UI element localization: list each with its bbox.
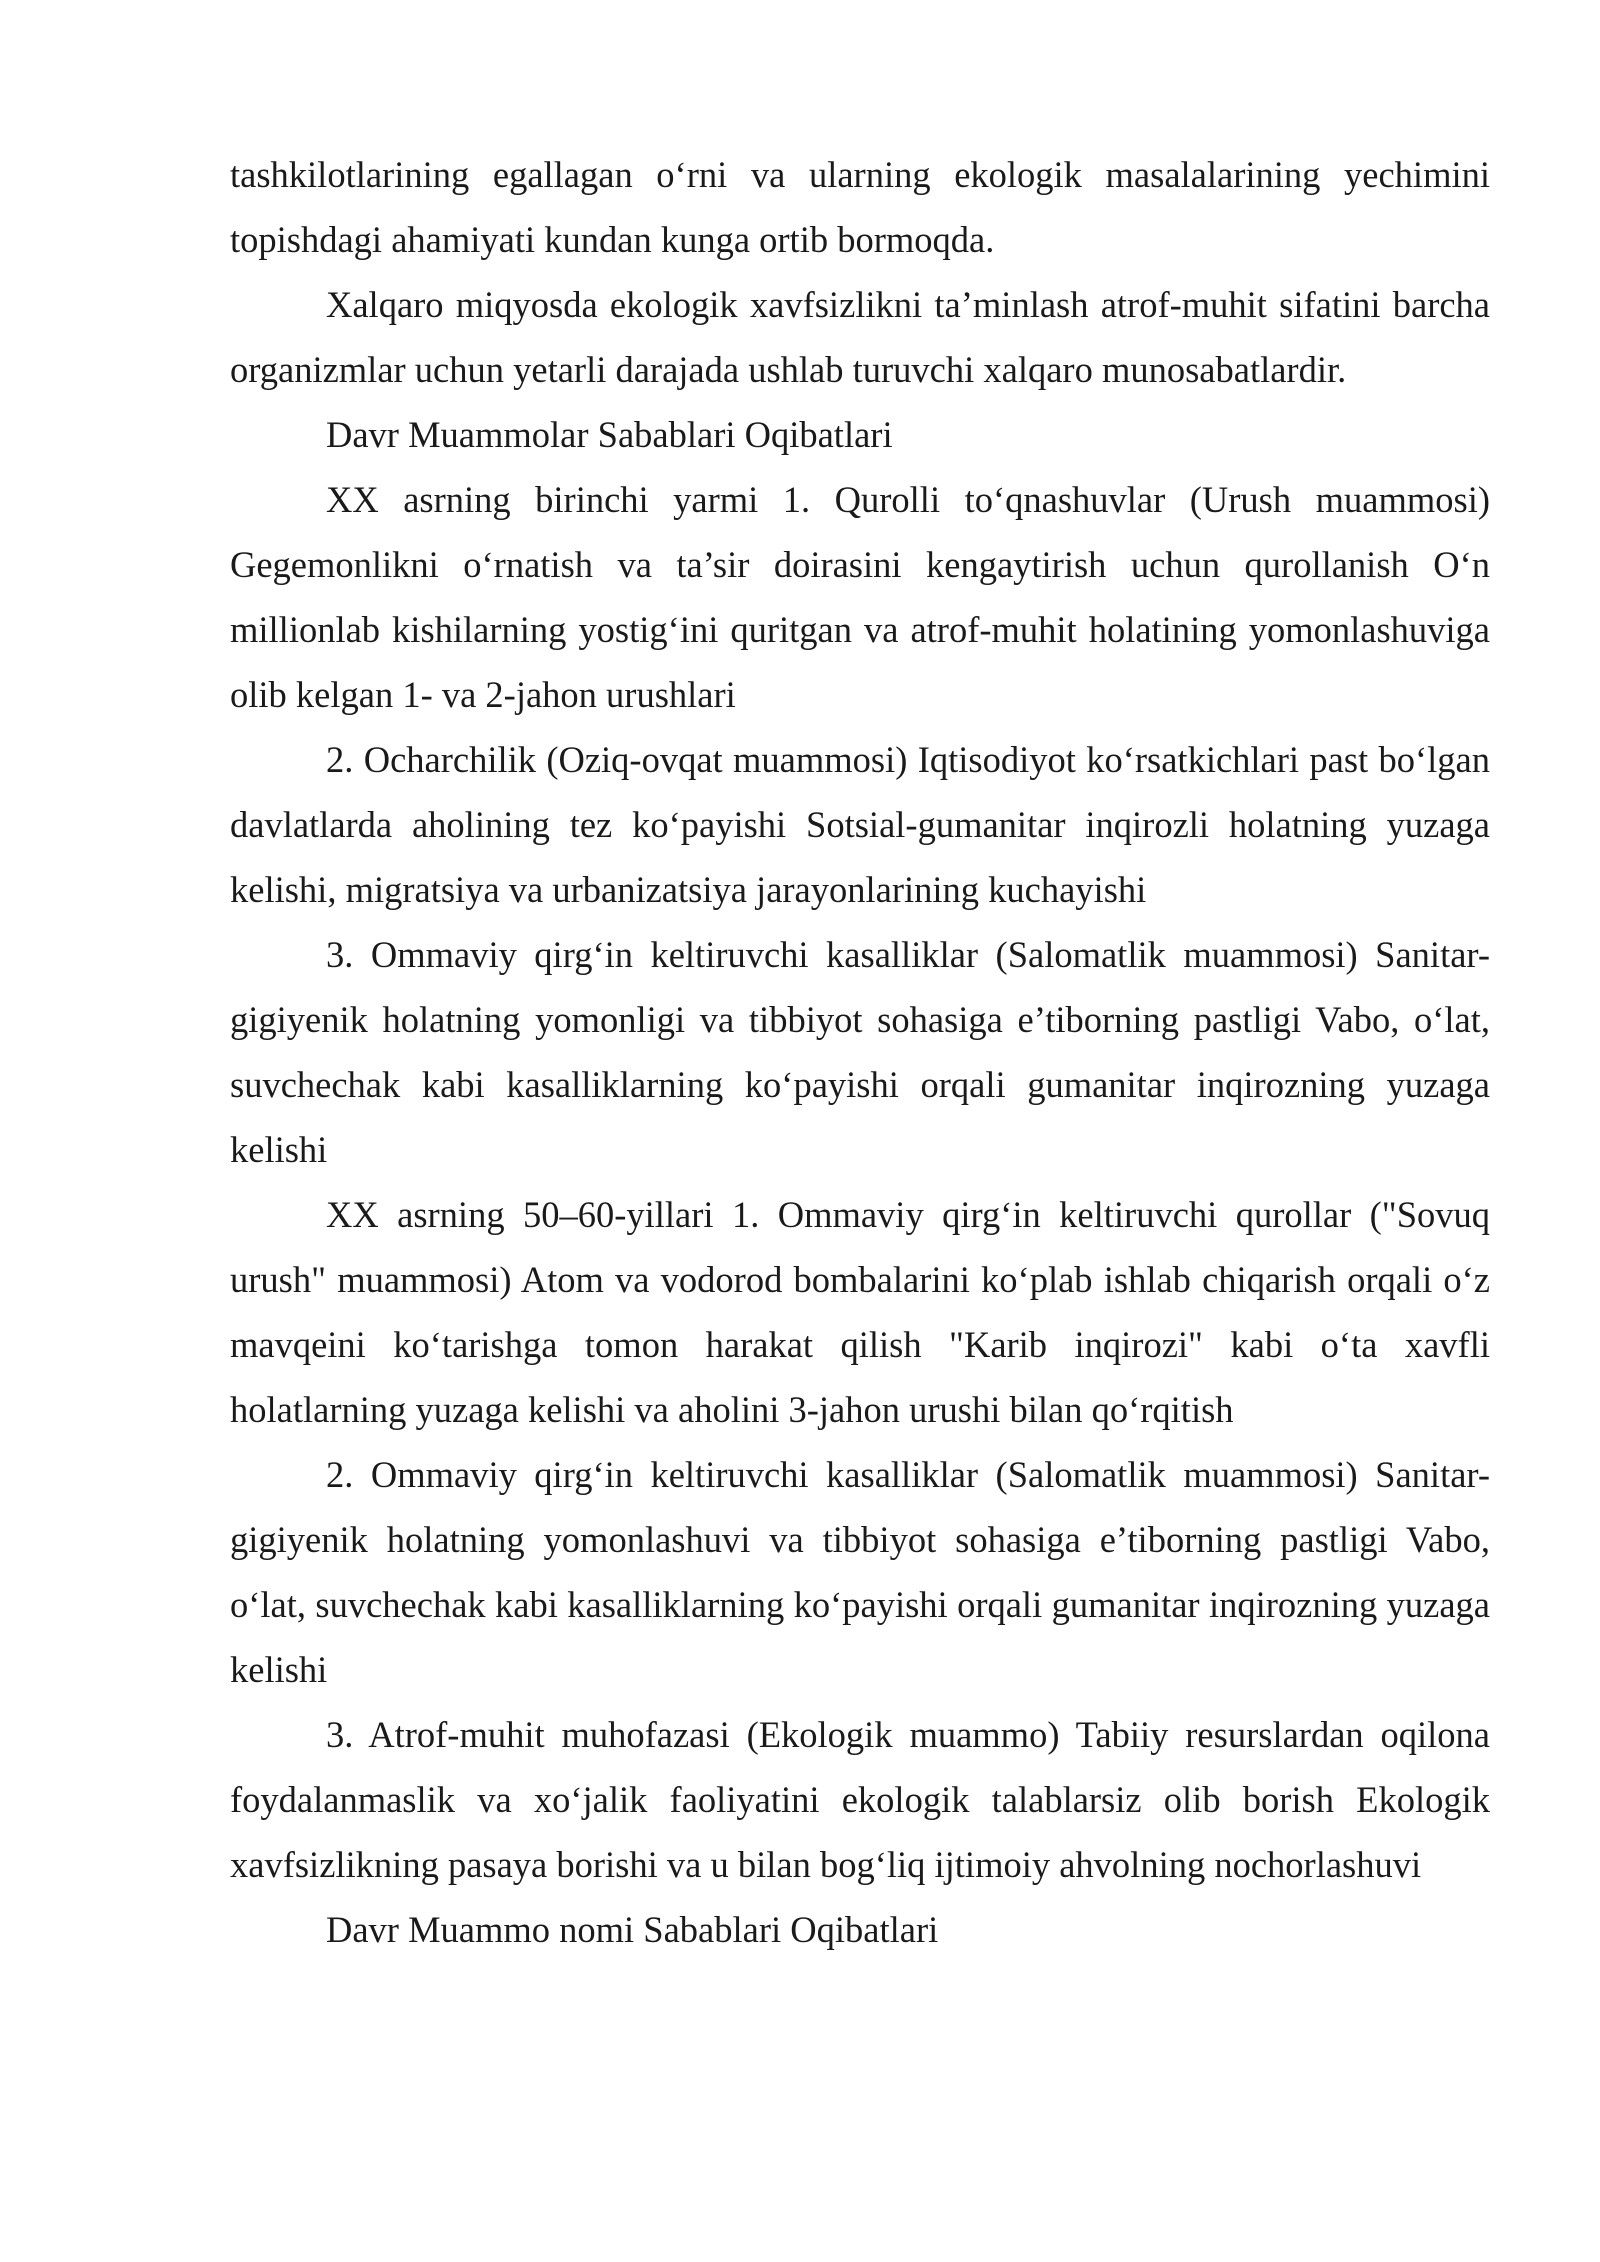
paragraph-international-security: Xalqaro miqyosda ekologik xavfsizlikni ta’minlash atrof-muhit sifatini barcha organizmlar uchun yetarli darajada ushlab turuvchi xalqaro munosabatlardir. (230, 284, 1490, 390)
paragraph-famine: 2. Ocharchilik (Oziq-ovqat muammosi) Iqtisodiyot ko‘rsatkichlari past bo‘lgan davlatlarda aholining tez ko‘payishi Sotsial-gumanitar inqirozli holatning yuzaga kelishi, migratsiya va urbanizatsiya jarayonlarining kuchayishi (230, 739, 1490, 910)
table-header-line-2: Davr Muammo nomi Sabablari Oqibatlari (326, 1909, 939, 1950)
paragraph-environment-protection: 3. Atrof-muhit muhofazasi (Ekologik muammo) Tabiiy resurslardan oqilona foydalanmaslik va xo‘jalik faoliyatini ekologik talablarsiz olib borish Ekologik xavfsizlikning pasaya borishi va u bilan bog‘liq ijtimoiy ahvolning nochorlashuvi (230, 1714, 1490, 1885)
paragraph-mass-diseases: 3. Ommaviy qirg‘in keltiruvchi kasalliklar (Salomatlik muammosi) Sanitar-gigiyenik holatning yomonligi va tibbiyot sohasiga e’tiborning pastligi Vabo, o‘lat, suvchechak kabi kasalliklarning ko‘payishi orqali gumanitar inqirozning yuzaga kelishi (230, 934, 1490, 1170)
paragraph-continuation: tashkilotlarining egallagan o‘rni va ularning ekologik masalalarining yechimini topishdagi ahamiyati kundan kunga ortib bormoqda. (230, 154, 1490, 260)
paragraph-first-half-armed-conflicts: XX asrning birinchi yarmi 1. Qurolli to‘qnashuvlar (Urush muammosi) Gegemonlikni o‘rnatish va ta’sir doirasini kengaytirish uchun qurollanish O‘n millionlab kishilarning yostig‘ini quritgan va atrof-muhit holatining yomonlashuviga olib kelgan 1- va 2-jahon urushlari (230, 479, 1490, 715)
document-page (230, 142, 1490, 1962)
paragraph-50-60s-diseases: 2. Ommaviy qirg‘in keltiruvchi kasalliklar (Salomatlik muammosi) Sanitar-gigiyenik holatning yomonlashuvi va tibbiyot sohasiga e’tiborning pastligi Vabo, o‘lat, suvchechak kabi kasalliklarning ko‘payishi orqali gumanitar inqirozning yuzaga kelishi (230, 1454, 1490, 1690)
table-header-line: Davr Muammolar Sabablari Oqibatlari (326, 414, 893, 455)
paragraph-50-60s-weapons: XX asrning 50–60-yillari 1. Ommaviy qirg‘in keltiruvchi qurollar ("Sovuq urush" muammosi) Atom va vodorod bombalarini ko‘plab ishlab chiqarish orqali o‘z mavqeini ko‘tarishga tomon harakat qilish "Karib inqirozi" kabi o‘ta xavfli holatlarning yuzaga kelishi va aholini 3-jahon urushi bilan qo‘rqitish (230, 1194, 1490, 1430)
